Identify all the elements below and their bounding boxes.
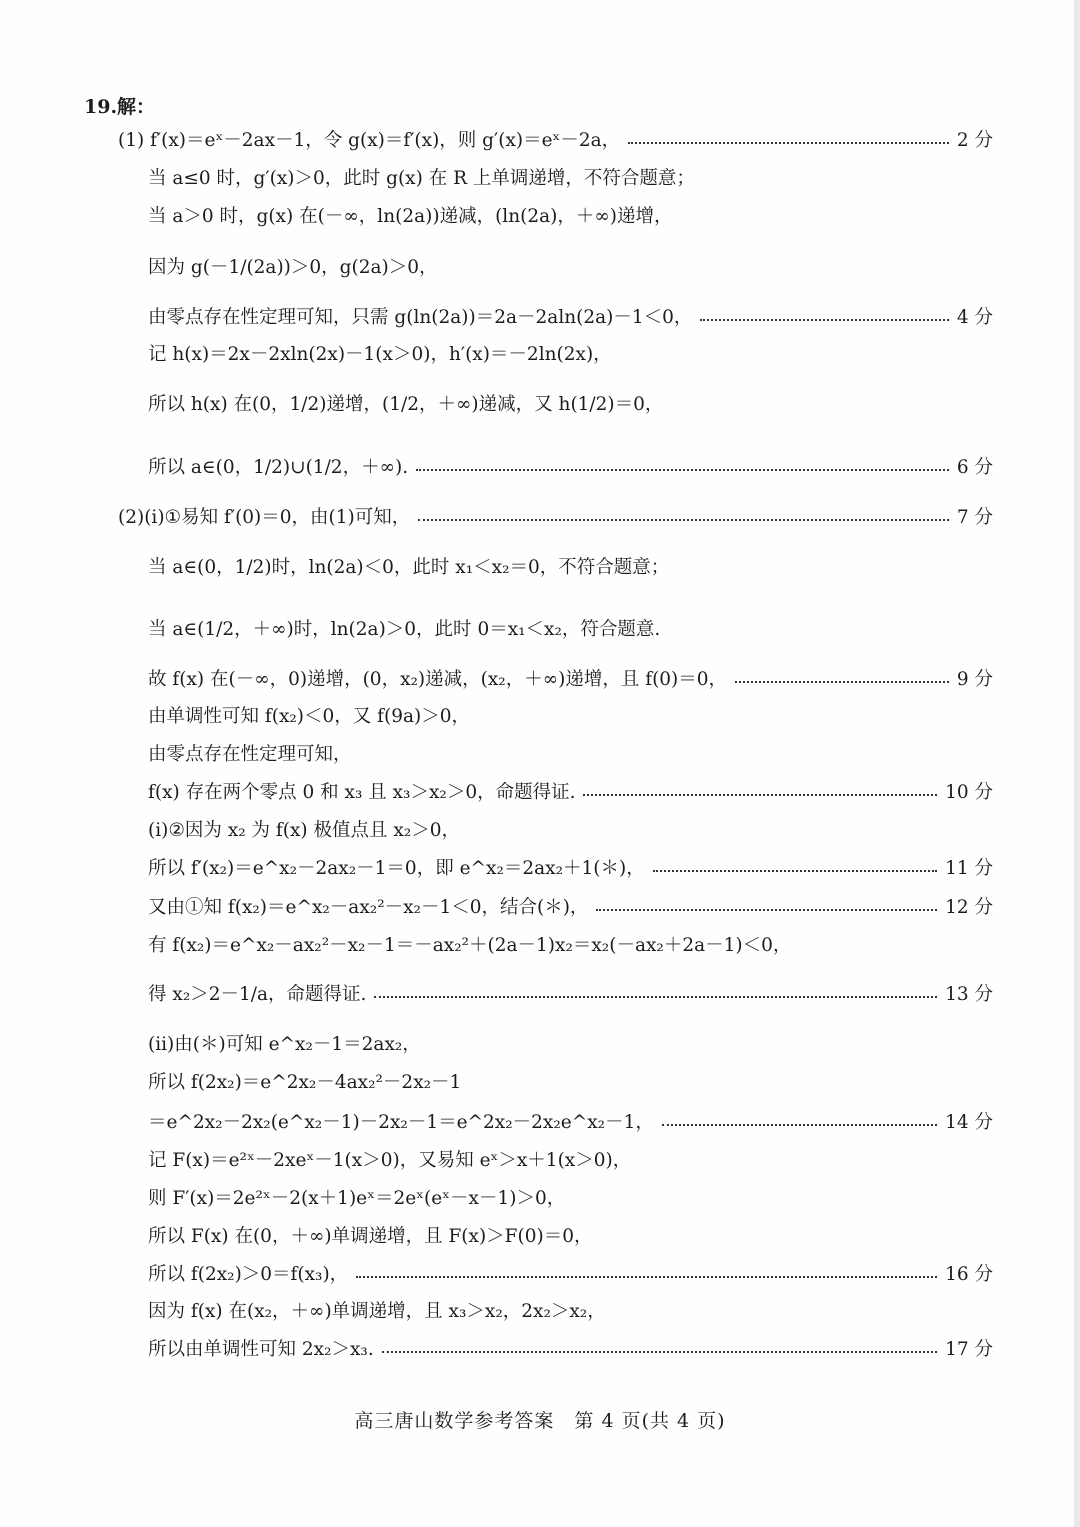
solution-line: 所以 F(x) 在(0，＋∞)单调递增，且 F(x)＞F(0)＝0， xyxy=(148,1226,593,1247)
solution-line: 得 x₂＞2－1/a，命题得证. 13 分 xyxy=(148,982,993,1008)
solution-line: 记 F(x)＝e²ˣ－2xeˣ－1(x＞0)，又易知 eˣ＞x＋1(x＞0)， xyxy=(148,1150,632,1171)
solution-line: 所以由单调性可知 2x₂＞x₃. 17 分 xyxy=(148,1337,993,1363)
solution-line: 则 F′(x)＝2e²ˣ－2(x＋1)eˣ＝2eˣ(eˣ－x－1)＞0， xyxy=(148,1188,566,1209)
score-label: 6 分 xyxy=(956,457,993,478)
score-label: 2 分 xyxy=(956,130,993,151)
solution-line: 所以 h(x) 在(0，1/2)递增，(1/2，＋∞)递减，又 h(1/2)＝0， xyxy=(148,394,664,415)
solution-line: 所以 f(2x₂)＝e^2x₂－4ax₂²－2x₂－1 xyxy=(148,1072,462,1093)
solution-line: 记 h(x)＝2x－2xln(2x)－1(x＞0)，h′(x)＝－2ln(2x)， xyxy=(148,344,612,365)
solution-line: 又由①知 f(x₂)＝e^x₂－ax₂²－x₂－1＜0，结合(＊)， 12 分 xyxy=(148,895,993,921)
solution-line: 由零点存在性定理可知，只需 g(ln(2a))＝2a－2aln(2a)－1＜0， 4 分 xyxy=(148,305,993,331)
score-label: 13 分 xyxy=(945,984,993,1005)
score-label: 12 分 xyxy=(945,897,993,918)
solution-line: 所以 f′(x₂)＝e^x₂－2ax₂－1＝0，即 e^x₂＝2ax₂＋1(＊)， 11 分 xyxy=(148,856,993,882)
score-label: 14 分 xyxy=(945,1112,993,1133)
solution-line: 当 a＞0 时，g(x) 在(－∞，ln(2a))递减，(ln(2a)，＋∞)递增， xyxy=(148,206,673,227)
page-footer: 高三唐山数学参考答案 第 4 页(共 4 页) xyxy=(354,1410,726,1432)
solution-line: (2)(i)①易知 f′(0)＝0，由(1)可知， 7 分 xyxy=(118,505,993,531)
score-label: 4 分 xyxy=(956,307,993,328)
solution-line: (ii)由(＊)可知 e^x₂－1＝2ax₂， xyxy=(148,1034,421,1055)
solution-line: 当 a∈(1/2，＋∞)时，ln(2a)＞0，此时 0＝x₁＜x₂，符合题意. xyxy=(148,619,661,640)
solution-line: 当 a≤0 时，g′(x)＞0，此时 g(x) 在 R 上单调递增，不符合题意； xyxy=(148,168,695,189)
score-label: 7 分 xyxy=(956,507,993,528)
solution-line: 由单调性可知 f(x₂)＜0，又 f(9a)＞0， xyxy=(148,706,471,727)
solution-line: (i)②因为 x₂ 为 f(x) 极值点且 x₂＞0， xyxy=(148,820,461,841)
score-label: 11 分 xyxy=(945,858,993,879)
problem-heading: 19.解： xyxy=(84,96,156,118)
scan-edge xyxy=(1074,0,1080,1527)
score-label: 17 分 xyxy=(945,1339,993,1360)
solution-line: f(x) 存在两个零点 0 和 x₃ 且 x₃＞x₂＞0，命题得证. 10 分 xyxy=(148,780,993,806)
solution-line: ＝e^2x₂－2x₂(e^x₂－1)－2x₂－1＝e^2x₂－2x₂e^x₂－1， 14 分 xyxy=(148,1110,993,1136)
solution-line: 所以 f(2x₂)＞0＝f(x₃)， 16 分 xyxy=(148,1262,993,1288)
solution-line: 因为 g(－1/(2a))＞0，g(2a)＞0， xyxy=(148,257,438,278)
solution-line: 当 a∈(0，1/2)时，ln(2a)＜0，此时 x₁＜x₂＝0，不符合题意； xyxy=(148,557,670,578)
solution-line: 所以 a∈(0，1/2)∪(1/2，＋∞). 6 分 xyxy=(148,455,993,481)
solution-line: (1) f′(x)＝eˣ－2ax－1，令 g(x)＝f′(x)，则 g′(x)＝eˣ－2a， 2 分 xyxy=(118,128,993,154)
solution-line: 有 f(x₂)＝e^x₂－ax₂²－x₂－1＝－ax₂²＋(2a－1)x₂＝x₂(－ax₂＋2a－1)＜0， xyxy=(148,935,792,956)
solution-line: 由零点存在性定理可知， xyxy=(148,744,352,765)
solution-line: 因为 f(x) 在(x₂，＋∞)单调递增，且 x₃＞x₂，2x₂＞x₂， xyxy=(148,1301,606,1322)
score-label: 9 分 xyxy=(956,669,993,690)
solution-line: 故 f(x) 在(－∞，0)递增，(0，x₂)递减，(x₂，＋∞)递增，且 f(0)＝0， 9 分 xyxy=(148,667,993,693)
score-label: 10 分 xyxy=(945,782,993,803)
score-label: 16 分 xyxy=(945,1264,993,1285)
